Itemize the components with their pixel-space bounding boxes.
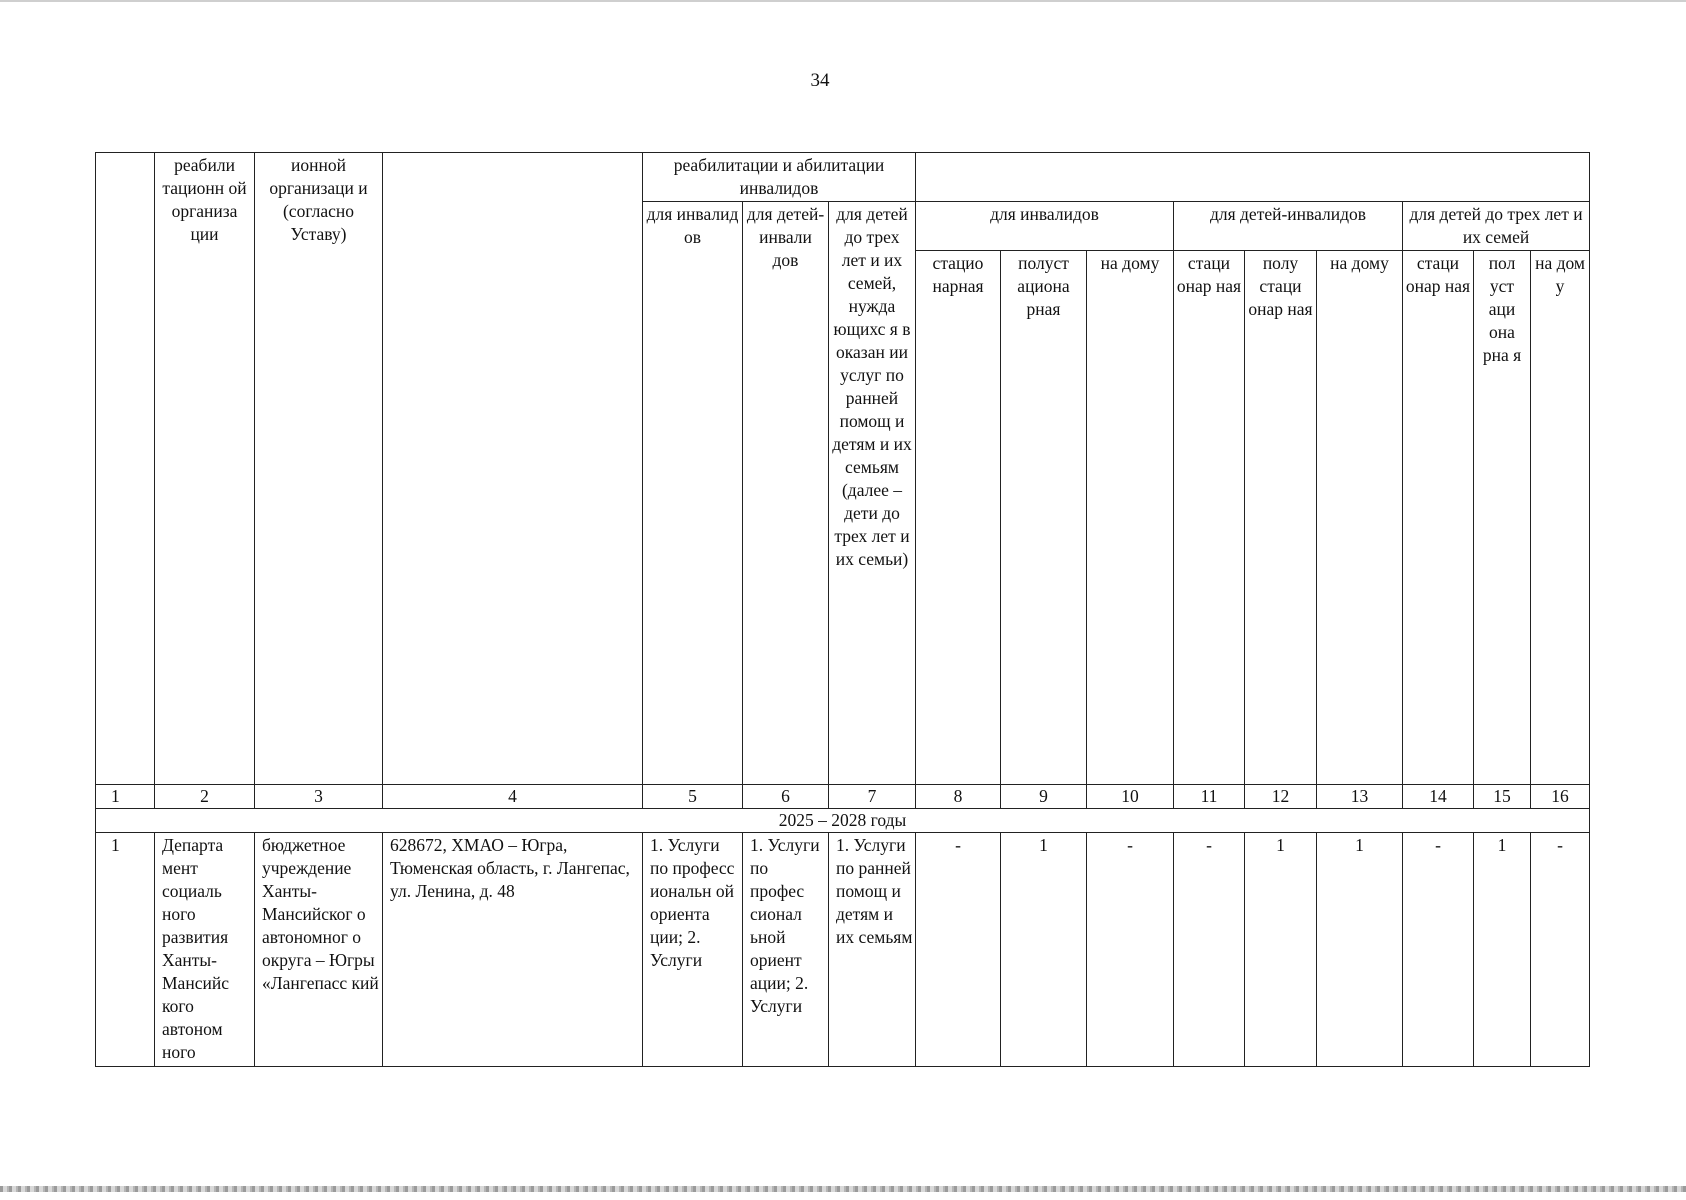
header-col-1 bbox=[96, 153, 155, 785]
column-number: 16 bbox=[1531, 785, 1590, 809]
table-row bbox=[96, 833, 1590, 1067]
column-number: 1 bbox=[96, 785, 155, 809]
header-group-disabled: для инвалидов bbox=[916, 202, 1174, 251]
column-number: 5 bbox=[643, 785, 743, 809]
value-cell-11: - bbox=[1174, 833, 1245, 1067]
value-cell-12: 1 bbox=[1245, 833, 1317, 1067]
header-col-8: стацио нарная bbox=[916, 251, 1001, 785]
header-col-9: полуст ациона рная bbox=[1001, 251, 1087, 785]
services-children-disabled-cell: 1. Услуги по профес сионал ьной ориент ации; 2. Услуги bbox=[743, 833, 829, 1067]
column-number: 11 bbox=[1174, 785, 1245, 809]
row-number: 1 bbox=[96, 833, 155, 1067]
column-number: 3 bbox=[255, 785, 383, 809]
header-group-children-disabled: для детей-инвалидов bbox=[1174, 202, 1403, 251]
scan-edge-top bbox=[0, 0, 1686, 2]
department-cell: Департа мент социаль ного развития Ханты- Мансийс кого автоном ного bbox=[155, 833, 255, 1067]
header-col-13: на дому bbox=[1317, 251, 1403, 785]
header-col-10: на дому bbox=[1087, 251, 1174, 785]
column-number: 9 bbox=[1001, 785, 1087, 809]
services-disabled-cell: 1. Услуги по професс иональн ой ориента ции; 2. Услуги bbox=[643, 833, 743, 1067]
value-cell-8: - bbox=[916, 833, 1001, 1067]
header-col-5: для инвалид ов bbox=[643, 202, 743, 785]
header-group-rehabilitation: реабилитации и абилитации инвалидов bbox=[643, 153, 916, 202]
value-cell-13: 1 bbox=[1317, 833, 1403, 1067]
header-col-16: на дом у bbox=[1531, 251, 1590, 785]
header-col-15: пол уст аци она рна я bbox=[1474, 251, 1531, 785]
header-col-2: реабили тационн ой организа ции bbox=[155, 153, 255, 785]
column-number: 6 bbox=[743, 785, 829, 809]
header-group-children-under3: для детей до трех лет и их семей bbox=[1403, 202, 1590, 251]
scan-edge-bottom bbox=[0, 1186, 1686, 1192]
column-number: 13 bbox=[1317, 785, 1403, 809]
header-col-7: для детей до трех лет и их семей, нужда ющихс я в оказан ии услуг по ранней помощ и детям и их семьям (далее – дети до трех лет и их семьи) bbox=[829, 202, 916, 785]
value-cell-9: 1 bbox=[1001, 833, 1087, 1067]
header-col-4 bbox=[383, 153, 643, 785]
value-cell-10: - bbox=[1087, 833, 1174, 1067]
header-col-12: полу стаци онар ная bbox=[1245, 251, 1317, 785]
services-table bbox=[95, 152, 1590, 1067]
value-cell-16: - bbox=[1531, 833, 1590, 1067]
column-number: 2 bbox=[155, 785, 255, 809]
value-cell-15: 1 bbox=[1474, 833, 1531, 1067]
header-col-11: стаци онар ная bbox=[1174, 251, 1245, 785]
header-col-6: для детей- инвали дов bbox=[743, 202, 829, 785]
value-cell-14: - bbox=[1403, 833, 1474, 1067]
column-number: 10 bbox=[1087, 785, 1174, 809]
column-number: 4 bbox=[383, 785, 643, 809]
header-col-3: ионной организаци и (согласно Уставу) bbox=[255, 153, 383, 785]
institution-cell: бюджетное учреждение Ханты- Мансийског о автономног о округа – Югры «Лангепасс кий bbox=[255, 833, 383, 1067]
services-children-under3-cell: 1. Услуги по ранней помощ и детям и их семьям bbox=[829, 833, 916, 1067]
column-number: 8 bbox=[916, 785, 1001, 809]
header-col-14: стаци онар ная bbox=[1403, 251, 1474, 785]
column-number: 15 bbox=[1474, 785, 1531, 809]
section-title: 2025 – 2028 годы bbox=[96, 809, 1590, 833]
column-number: 12 bbox=[1245, 785, 1317, 809]
column-number: 7 bbox=[829, 785, 916, 809]
address-cell: 628672, ХМАО – Югра, Тюменская область, г. Лангепас, ул. Ленина, д. 48 bbox=[383, 833, 643, 1067]
column-number: 14 bbox=[1403, 785, 1474, 809]
header-group-blank bbox=[916, 153, 1590, 202]
page-number: 34 bbox=[810, 70, 830, 91]
